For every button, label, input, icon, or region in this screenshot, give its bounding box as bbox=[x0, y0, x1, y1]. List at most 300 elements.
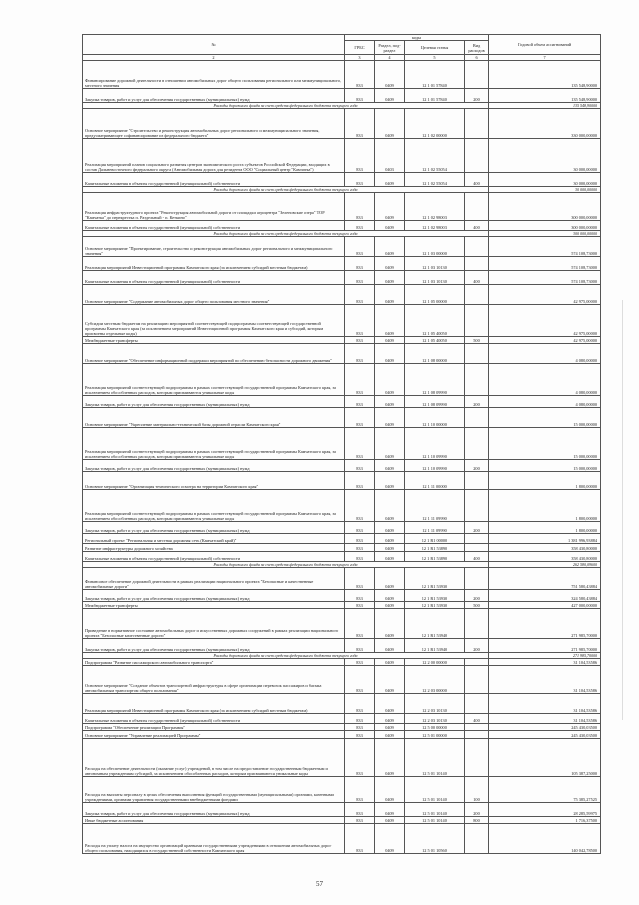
cell-amount: 31 104,53586 bbox=[489, 714, 601, 724]
cell-expense-type: 400 bbox=[465, 552, 489, 562]
table-row bbox=[83, 777, 601, 803]
cell-grbs: 833 bbox=[345, 522, 375, 534]
table-row bbox=[83, 428, 601, 460]
cell-expense-type bbox=[465, 428, 489, 460]
cell-amount: 300 000,00000 bbox=[489, 221, 601, 231]
cell-target-article: 12 2 03 10130 bbox=[405, 694, 465, 714]
table-row bbox=[83, 490, 601, 522]
cell-grbs: 833 bbox=[345, 739, 375, 777]
cell-expense-type: 500 bbox=[465, 337, 489, 344]
table-row bbox=[83, 534, 601, 544]
cell-grbs: 833 bbox=[345, 109, 375, 139]
cell-razdel: 0409 bbox=[375, 694, 405, 714]
cell-name: Межбюджетные трансферты bbox=[83, 337, 345, 344]
cell-amount: 42 975,00000 bbox=[489, 285, 601, 305]
table-row bbox=[83, 305, 601, 337]
cell-razdel: 0409 bbox=[375, 639, 405, 653]
cell-grbs: 833 bbox=[345, 490, 375, 522]
cell-grbs: 833 bbox=[345, 659, 375, 666]
note-label: Расходы дорожного фонда за счет средств федерального бюджета текущего года bbox=[83, 103, 489, 109]
header-index: 2 bbox=[83, 55, 345, 61]
cell-target-article: 12 1 11 09990 bbox=[405, 490, 465, 522]
cell-expense-type: 800 bbox=[465, 817, 489, 824]
header-celevaya: Целевая статья bbox=[405, 41, 465, 55]
cell-razdel: 0409 bbox=[375, 824, 405, 854]
cell-grbs: 833 bbox=[345, 271, 375, 285]
cell-expense-type bbox=[465, 731, 489, 739]
cell-grbs: 833 bbox=[345, 139, 375, 173]
cell-expense-type bbox=[465, 408, 489, 428]
cell-expense-type: 100 bbox=[465, 777, 489, 803]
cell-target-article: 12 1 10 09990 bbox=[405, 460, 465, 472]
note-amount: 300 000,00000 bbox=[489, 231, 601, 237]
cell-amount: 42 975,00000 bbox=[489, 337, 601, 344]
cell-target-article: 12 1 R1 53930 bbox=[405, 568, 465, 590]
cell-grbs: 833 bbox=[345, 428, 375, 460]
cell-target-article: 12 1 02 98003 bbox=[405, 193, 465, 221]
cell-grbs: 833 bbox=[345, 639, 375, 653]
cell-name: Межбюджетные трансферты bbox=[83, 602, 345, 609]
cell-name: Капитальные вложения в объекты государственной (муниципальной) собственности bbox=[83, 714, 345, 724]
cell-target-article: 12 5 00 00000 bbox=[405, 724, 465, 731]
cell-name: Подпрограмма "Обеспечение реализации Программы" bbox=[83, 724, 345, 731]
cell-target-article: 12 1 08 09990 bbox=[405, 364, 465, 396]
cell-name: Закупка товаров, работ и услуг для обеспечения государственных (муниципальных) нужд bbox=[83, 89, 345, 103]
table-row bbox=[83, 193, 601, 221]
cell-name: Основное мероприятие "Управление реализацией Программы" bbox=[83, 731, 345, 739]
cell-target-article: 12 1 11 09990 bbox=[405, 522, 465, 534]
header-total: Годовой объем ассигнований bbox=[489, 35, 601, 55]
cell-name: Региональный проект "Региональная и местная дорожная сеть (Камчатский край)" bbox=[83, 534, 345, 544]
cell-name: Капитальные вложения в объекты государственной (муниципальной) собственности bbox=[83, 271, 345, 285]
note-amount: 135 548,90000 bbox=[489, 103, 601, 109]
cell-razdel: 0409 bbox=[375, 285, 405, 305]
note-amount: 30 000,00000 bbox=[489, 187, 601, 193]
cell-name: Закупка товаров, работ и услуг для обеспечения государственных (муниципальных) нужд bbox=[83, 590, 345, 602]
cell-expense-type bbox=[465, 257, 489, 271]
cell-name: Иные бюджетные ассигнования bbox=[83, 817, 345, 824]
table-row bbox=[83, 602, 601, 609]
cell-target-article: 12 5 01 10560 bbox=[405, 824, 465, 854]
cell-razdel: 0409 bbox=[375, 777, 405, 803]
cell-razdel: 0409 bbox=[375, 666, 405, 694]
cell-amount: 751 580,43884 bbox=[489, 568, 601, 590]
cell-razdel: 0409 bbox=[375, 472, 405, 490]
cell-grbs: 833 bbox=[345, 305, 375, 337]
note-label: Расходы дорожного фонда за счет средств федерального бюджета текущего года bbox=[83, 231, 489, 237]
cell-target-article: 12 2 03 10130 bbox=[405, 714, 465, 724]
table-row bbox=[83, 285, 601, 305]
table-row bbox=[83, 639, 601, 653]
cell-target-article: 12 1 01 57840 bbox=[405, 61, 465, 89]
cell-target-article: 12 1 01 57840 bbox=[405, 89, 465, 103]
table-row bbox=[83, 824, 601, 854]
cell-name: Реализация инфраструктурного проекта "Реконструкция автомобильной дороги от площадки агроцентра "Зеленовские озера" ТОР "Камчатка" до перекрестка п. Раздельный - п. Кеткино" bbox=[83, 193, 345, 221]
cell-expense-type bbox=[465, 609, 489, 639]
cell-razdel: 0409 bbox=[375, 109, 405, 139]
table-row bbox=[83, 89, 601, 103]
cell-grbs: 833 bbox=[345, 590, 375, 602]
table-row bbox=[83, 337, 601, 344]
cell-expense-type: 400 bbox=[465, 714, 489, 724]
cell-amount: 574 108,73000 bbox=[489, 271, 601, 285]
cell-expense-type bbox=[465, 659, 489, 666]
cell-name: Реализация мероприятий Инвестиционной программы Камчатского края (за исключением субсидий местным бюджетам) bbox=[83, 257, 345, 271]
cell-name: Расходы на обеспечение деятельности (оказание услуг) учреждений, в том числе на предоставление государственным бюджетным и автономным учреждениям субсидий, за исключением обособленных расходов, которым присваиваются уникальные коды bbox=[83, 739, 345, 777]
cell-name: Основное мероприятие "Строительство и реконструкция автомобильных дорог регионального и межмуниципального значения, предусматривающее софинансирование из федерального бюджета" bbox=[83, 109, 345, 139]
cell-razdel: 0409 bbox=[375, 739, 405, 777]
cell-razdel: 0409 bbox=[375, 544, 405, 552]
cell-name: Закупка товаров, работ и услуг для обеспечения государственных (муниципальных) нужд bbox=[83, 803, 345, 817]
cell-name: Закупка товаров, работ и услуг для обеспечения государственных (муниципальных) нужд bbox=[83, 460, 345, 472]
cell-grbs: 833 bbox=[345, 602, 375, 609]
cell-name: Капитальные вложения в объекты государственной (муниципальной) собственности bbox=[83, 173, 345, 187]
cell-expense-type: 200 bbox=[465, 803, 489, 817]
cell-expense-type bbox=[465, 364, 489, 396]
table-row bbox=[83, 666, 601, 694]
cell-expense-type: 200 bbox=[465, 396, 489, 408]
cell-amount: 245 430,03500 bbox=[489, 731, 601, 739]
cell-expense-type bbox=[465, 139, 489, 173]
cell-name: Реализация мероприятий планов социального развития центров экономического роста субъектов Российской Федерации, входящих в состав Дальневосточного федерального округа (Автомобильная дорога для резидента ООО "Социальный центр "Камчатка") bbox=[83, 139, 345, 173]
cell-amount: 140 042,78500 bbox=[489, 824, 601, 854]
header-num: № bbox=[83, 35, 345, 55]
cell-grbs: 833 bbox=[345, 724, 375, 731]
cell-razdel: 0403 bbox=[375, 139, 405, 173]
note-label: Расходы дорожного фонда за счет средств федерального бюджета текущего года bbox=[83, 187, 489, 193]
cell-grbs: 833 bbox=[345, 173, 375, 187]
cell-expense-type bbox=[465, 472, 489, 490]
header-index: 7 bbox=[489, 55, 601, 61]
cell-expense-type: 200 bbox=[465, 460, 489, 472]
note-label: Расходы дорожного фонда за счет средств федерального бюджета текущего года bbox=[83, 562, 489, 568]
cell-name: Закупка товаров, работ и услуг для обеспечения государственных (муниципальных) нужд bbox=[83, 522, 345, 534]
cell-amount: 1 800,00000 bbox=[489, 490, 601, 522]
cell-target-article: 12 1 02 55054 bbox=[405, 173, 465, 187]
cell-name: Закупка товаров, работ и услуг для обеспечения государственных (муниципальных) нужд bbox=[83, 639, 345, 653]
cell-target-article: 12 1 R1 53930 bbox=[405, 590, 465, 602]
cell-expense-type bbox=[465, 544, 489, 552]
cell-expense-type: 200 bbox=[465, 522, 489, 534]
cell-amount: 1 800,00000 bbox=[489, 472, 601, 490]
note-amount: 262 580,09600 bbox=[489, 562, 601, 568]
cell-grbs: 833 bbox=[345, 89, 375, 103]
cell-grbs: 833 bbox=[345, 337, 375, 344]
cell-grbs: 833 bbox=[345, 237, 375, 257]
cell-target-article: 12 1 05 00000 bbox=[405, 285, 465, 305]
table-row bbox=[83, 257, 601, 271]
cell-razdel: 0409 bbox=[375, 428, 405, 460]
cell-amount: 1 800,00000 bbox=[489, 522, 601, 534]
cell-target-article: 12 1 03 00000 bbox=[405, 237, 465, 257]
cell-razdel: 0409 bbox=[375, 408, 405, 428]
cell-name: Основное мероприятие "Организация технического осмотра на территории Камчатского края" bbox=[83, 472, 345, 490]
note-label: Расходы дорожного фонда за счет средств федерального бюджета текущего года bbox=[83, 653, 489, 659]
table-row bbox=[83, 659, 601, 666]
cell-name: Субсидии местным бюджетам на реализацию мероприятий соответствующей подпрограммы соответствующей государственной программы Камчатского края (за исключением мероприятий Инвестиционной программы Камчатского края и субсидий, которым присвоены отдельные коды) bbox=[83, 305, 345, 337]
cell-expense-type bbox=[465, 666, 489, 694]
table-row bbox=[83, 472, 601, 490]
cell-target-article: 12 1 02 55054 bbox=[405, 139, 465, 173]
cell-name: Приведение в нормативное состояние автомобильных дорог и искусственных дорожных сооружений в рамках реализации национального проекта "Безопасные качественные дороги" bbox=[83, 609, 345, 639]
cell-target-article: 12 1 02 00000 bbox=[405, 109, 465, 139]
budget-table bbox=[82, 34, 601, 854]
cell-target-article: 12 1 11 00000 bbox=[405, 472, 465, 490]
scan-edge bbox=[622, 300, 623, 720]
cell-name: Основное мероприятие "Создание объектов транспортной инфраструктуры в сфере организации перевозок пассажиров и багажа автомобильным транспортом общего пользования" bbox=[83, 666, 345, 694]
cell-grbs: 833 bbox=[345, 408, 375, 428]
cell-razdel: 0409 bbox=[375, 193, 405, 221]
cell-amount: 15 000,00000 bbox=[489, 408, 601, 428]
cell-grbs: 833 bbox=[345, 460, 375, 472]
cell-name: Реализация мероприятий Инвестиционной программы Камчатского края (за исключением субсидий местным бюджетам) bbox=[83, 694, 345, 714]
cell-amount: 245 430,03500 bbox=[489, 724, 601, 731]
cell-name: Подпрограмма "Развитие пассажирского автомобильного транспорта" bbox=[83, 659, 345, 666]
header-index: 6 bbox=[465, 55, 489, 61]
cell-amount: 15 000,00000 bbox=[489, 460, 601, 472]
cell-razdel: 0409 bbox=[375, 522, 405, 534]
cell-amount: 271 985,70000 bbox=[489, 639, 601, 653]
cell-target-article: 12 1 R1 53930 bbox=[405, 602, 465, 609]
cell-grbs: 833 bbox=[345, 193, 375, 221]
cell-grbs: 833 bbox=[345, 714, 375, 724]
table-row bbox=[83, 109, 601, 139]
cell-razdel: 0409 bbox=[375, 396, 405, 408]
cell-razdel: 0409 bbox=[375, 568, 405, 590]
cell-grbs: 833 bbox=[345, 666, 375, 694]
cell-target-article: 12 1 10 09990 bbox=[405, 428, 465, 460]
cell-expense-type bbox=[465, 109, 489, 139]
cell-amount: 574 108,73000 bbox=[489, 257, 601, 271]
cell-grbs: 833 bbox=[345, 344, 375, 364]
cell-razdel: 0409 bbox=[375, 552, 405, 562]
cell-expense-type bbox=[465, 305, 489, 337]
cell-name: Реализация мероприятий соответствующей подпрограммы в рамках соответствующей государственной программы Камчатского края, за исключением обособленных расходов, которым присваиваются уникальные коды bbox=[83, 490, 345, 522]
cell-amount: 324 580,43884 bbox=[489, 590, 601, 602]
cell-razdel: 0409 bbox=[375, 609, 405, 639]
cell-expense-type bbox=[465, 490, 489, 522]
table-row bbox=[83, 173, 601, 187]
cell-target-article: 12 1 R1 00000 bbox=[405, 534, 465, 544]
header-index: 3 bbox=[345, 55, 375, 61]
cell-target-article: 12 1 05 40050 bbox=[405, 305, 465, 337]
table-row bbox=[83, 739, 601, 777]
cell-target-article: 12 5 01 10140 bbox=[405, 817, 465, 824]
cell-name: Расходы на уплату налога на имущество организаций краевыми государственными учреждениями в отношении автомобильных дорог общего пользования, находящихся в государственной собственности Камчатского края bbox=[83, 824, 345, 854]
cell-expense-type bbox=[465, 193, 489, 221]
cell-expense-type bbox=[465, 724, 489, 731]
cell-target-article: 12 2 03 00000 bbox=[405, 666, 465, 694]
table-row bbox=[83, 803, 601, 817]
cell-razdel: 0409 bbox=[375, 724, 405, 731]
cell-grbs: 833 bbox=[345, 285, 375, 305]
cell-amount: 105 387,25000 bbox=[489, 739, 601, 777]
cell-target-article: 12 1 R1 53890 bbox=[405, 552, 465, 562]
cell-grbs: 833 bbox=[345, 817, 375, 824]
cell-grbs: 833 bbox=[345, 396, 375, 408]
cell-amount: 574 108,73000 bbox=[489, 237, 601, 257]
cell-amount: 4 080,00000 bbox=[489, 396, 601, 408]
cell-amount: 75 385,27525 bbox=[489, 777, 601, 803]
cell-name: Основное мероприятие "Обеспечение информационной поддержки мероприятий по обеспечению безопасности дорожного движения" bbox=[83, 344, 345, 364]
cell-target-article: 12 5 01 00000 bbox=[405, 731, 465, 739]
cell-name: Расходы на выплаты персоналу в целях обеспечения выполнения функций государственными (муниципальными) органами, казенными учреждениями, органами управления государственными внебюджетными фондами bbox=[83, 777, 345, 803]
cell-expense-type bbox=[465, 61, 489, 89]
cell-target-article: 12 1 02 98003 bbox=[405, 221, 465, 231]
cell-razdel: 0409 bbox=[375, 337, 405, 344]
cell-expense-type: 400 bbox=[465, 271, 489, 285]
cell-razdel: 0409 bbox=[375, 460, 405, 472]
cell-name: Развитие инфраструктуры дорожного хозяйства bbox=[83, 544, 345, 552]
cell-amount: 135 548,90000 bbox=[489, 61, 601, 89]
cell-razdel: 0409 bbox=[375, 803, 405, 817]
cell-grbs: 833 bbox=[345, 777, 375, 803]
cell-amount: 28 285,59975 bbox=[489, 803, 601, 817]
table-body bbox=[83, 61, 601, 854]
header-codes: коды bbox=[345, 35, 489, 41]
cell-name: Реализация мероприятий соответствующей подпрограммы в рамках соответствующей государственной программы Камчатского края, за исключением обособленных расходов, которым присваиваются уникальные коды bbox=[83, 428, 345, 460]
cell-expense-type bbox=[465, 694, 489, 714]
cell-amount: 358 430,80000 bbox=[489, 552, 601, 562]
table-row bbox=[83, 724, 601, 731]
cell-name: Капитальные вложения в объекты государственной (муниципальной) собственности bbox=[83, 221, 345, 231]
cell-amount: 1 716,37500 bbox=[489, 817, 601, 824]
cell-razdel: 0409 bbox=[375, 305, 405, 337]
cell-expense-type bbox=[465, 534, 489, 544]
cell-target-article: 12 5 01 10140 bbox=[405, 777, 465, 803]
cell-amount: 31 104,53586 bbox=[489, 659, 601, 666]
cell-grbs: 833 bbox=[345, 61, 375, 89]
cell-grbs: 833 bbox=[345, 221, 375, 231]
cell-target-article: 12 1 05 40050 bbox=[405, 337, 465, 344]
table-row bbox=[83, 731, 601, 739]
cell-target-article: 12 1 08 00000 bbox=[405, 344, 465, 364]
table-row bbox=[83, 364, 601, 396]
cell-target-article: 12 1 R1 53940 bbox=[405, 639, 465, 653]
cell-razdel: 0409 bbox=[375, 61, 405, 89]
cell-expense-type: 400 bbox=[465, 221, 489, 231]
cell-target-article: 12 1 R1 53890 bbox=[405, 544, 465, 552]
cell-razdel: 0409 bbox=[375, 271, 405, 285]
cell-name: Основное мероприятие "Укрепление материально-технической базы дорожной отрасли Камчатского края" bbox=[83, 408, 345, 428]
cell-expense-type bbox=[465, 739, 489, 777]
header-razdel: Раздел, под-раздел bbox=[375, 41, 405, 55]
cell-razdel: 0409 bbox=[375, 602, 405, 609]
table-row bbox=[83, 590, 601, 602]
cell-name: Закупка товаров, работ и услуг для обеспечения государственных (муниципальных) нужд bbox=[83, 396, 345, 408]
cell-target-article: 12 1 R1 53940 bbox=[405, 609, 465, 639]
cell-razdel: 0409 bbox=[375, 714, 405, 724]
cell-target-article: 12 5 01 10140 bbox=[405, 803, 465, 817]
header-index: 4 bbox=[375, 55, 405, 61]
cell-amount: 30 000,00000 bbox=[489, 139, 601, 173]
cell-amount: 4 080,00000 bbox=[489, 364, 601, 396]
cell-grbs: 833 bbox=[345, 257, 375, 271]
cell-amount: 42 975,00000 bbox=[489, 305, 601, 337]
table-row bbox=[83, 408, 601, 428]
cell-grbs: 833 bbox=[345, 568, 375, 590]
cell-amount: 427 000,00000 bbox=[489, 602, 601, 609]
table-row bbox=[83, 139, 601, 173]
cell-amount: 358 430,80000 bbox=[489, 544, 601, 552]
cell-amount: 1 381 996,93884 bbox=[489, 534, 601, 544]
cell-expense-type: 200 bbox=[465, 639, 489, 653]
cell-name: Капитальные вложения в объекты государственной (муниципальной) собственности bbox=[83, 552, 345, 562]
table-row bbox=[83, 460, 601, 472]
cell-grbs: 833 bbox=[345, 803, 375, 817]
cell-razdel: 0409 bbox=[375, 89, 405, 103]
cell-razdel: 0409 bbox=[375, 364, 405, 396]
cell-grbs: 833 bbox=[345, 364, 375, 396]
table-row bbox=[83, 568, 601, 590]
cell-name: Финансовое обеспечение дорожной деятельности в рамках реализации национального проекта "Безопасные и качественные автомобильные дороги" bbox=[83, 568, 345, 590]
cell-amount: 31 104,53586 bbox=[489, 694, 601, 714]
cell-amount: 330 000,00000 bbox=[489, 109, 601, 139]
note-amount: 271 985,70000 bbox=[489, 653, 601, 659]
cell-expense-type: 500 bbox=[465, 602, 489, 609]
table-row bbox=[83, 694, 601, 714]
table-row bbox=[83, 544, 601, 552]
table-row bbox=[83, 522, 601, 534]
cell-grbs: 833 bbox=[345, 534, 375, 544]
cell-amount: 135 548,90000 bbox=[489, 89, 601, 103]
cell-grbs: 833 bbox=[345, 544, 375, 552]
cell-target-article: 12 1 08 09990 bbox=[405, 396, 465, 408]
cell-name: Финансирование дорожной деятельности в отношении автомобильных дорог общего пользования регионального или межмуниципального, местного значения bbox=[83, 61, 345, 89]
header-index: 5 bbox=[405, 55, 465, 61]
table-row bbox=[83, 271, 601, 285]
cell-amount: 4 080,00000 bbox=[489, 344, 601, 364]
cell-expense-type bbox=[465, 824, 489, 854]
cell-razdel: 0409 bbox=[375, 534, 405, 544]
cell-name: Реализация мероприятий соответствующей подпрограммы в рамках соответствующей государственной программы Камчатского края, за исключением обособленных расходов, которым присваиваются уникальные коды bbox=[83, 364, 345, 396]
cell-razdel: 0409 bbox=[375, 731, 405, 739]
cell-grbs: 833 bbox=[345, 824, 375, 854]
cell-razdel: 0409 bbox=[375, 221, 405, 231]
cell-razdel: 0409 bbox=[375, 659, 405, 666]
cell-target-article: 12 1 03 10130 bbox=[405, 257, 465, 271]
cell-razdel: 0409 bbox=[375, 490, 405, 522]
cell-amount: 300 000,00000 bbox=[489, 193, 601, 221]
cell-expense-type bbox=[465, 568, 489, 590]
table-row bbox=[83, 344, 601, 364]
cell-name: Основное мероприятие "Проектирование, строительство и реконструкция автомобильных дорог регионального и межмуниципального значения" bbox=[83, 237, 345, 257]
cell-grbs: 833 bbox=[345, 694, 375, 714]
cell-amount: 271 985,70000 bbox=[489, 609, 601, 639]
cell-expense-type bbox=[465, 344, 489, 364]
cell-expense-type bbox=[465, 285, 489, 305]
table-row bbox=[83, 609, 601, 639]
cell-expense-type: 200 bbox=[465, 590, 489, 602]
table-row bbox=[83, 61, 601, 89]
table-row bbox=[83, 552, 601, 562]
cell-razdel: 0409 bbox=[375, 344, 405, 364]
table-row bbox=[83, 396, 601, 408]
cell-razdel: 0409 bbox=[375, 257, 405, 271]
cell-razdel: 0409 bbox=[375, 237, 405, 257]
cell-expense-type bbox=[465, 237, 489, 257]
cell-target-article: 12 5 01 10140 bbox=[405, 739, 465, 777]
cell-target-article: 12 2 00 00000 bbox=[405, 659, 465, 666]
cell-expense-type: 400 bbox=[465, 173, 489, 187]
cell-amount: 31 104,53586 bbox=[489, 666, 601, 694]
cell-amount: 30 000,00000 bbox=[489, 173, 601, 187]
table-row bbox=[83, 237, 601, 257]
header-vid: Вид расходов bbox=[465, 41, 489, 55]
table-row bbox=[83, 817, 601, 824]
cell-grbs: 833 bbox=[345, 609, 375, 639]
header-gbs: ГРБС bbox=[345, 41, 375, 55]
